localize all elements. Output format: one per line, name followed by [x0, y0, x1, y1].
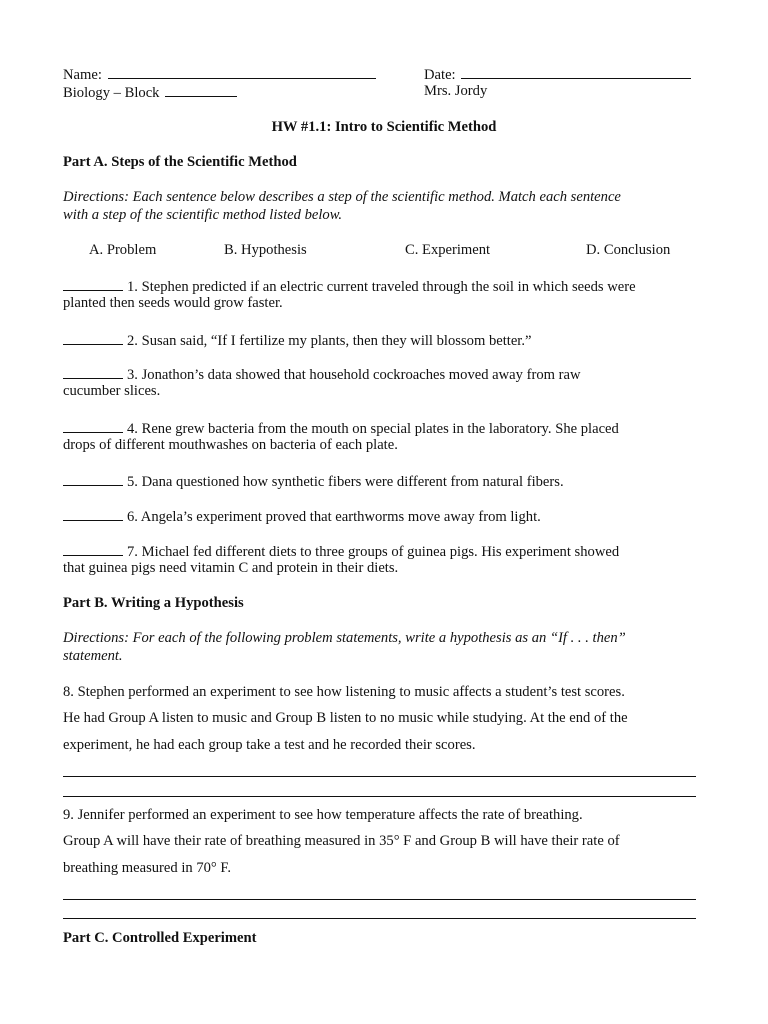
item-text-continued: planted then seeds would grow faster.: [63, 295, 283, 311]
answer-blank[interactable]: [63, 506, 123, 521]
list-item: [63, 364, 581, 384]
option-hypothesis: B. Hypothesis: [224, 242, 307, 258]
item-text-continued: that guinea pigs need vitamin C and protein in their diets.: [63, 560, 399, 576]
block-label: Biology – Block: [63, 85, 160, 101]
answer-blank[interactable]: [63, 418, 123, 433]
item-text-continued: drops of different mouthwashes on bacteria of each plate.: [63, 437, 398, 453]
question-8-line1: 8. Stephen performed an experiment to see how listening to music affects a student’s test scores.: [63, 684, 625, 700]
list-item: [63, 418, 619, 438]
option-experiment: C. Experiment: [405, 242, 491, 258]
answer-blank[interactable]: [63, 541, 123, 556]
option-conclusion: D. Conclusion: [586, 242, 671, 258]
part-b-heading: Part B. Writing a Hypothesis: [63, 595, 244, 611]
list-item: [63, 541, 619, 561]
item-text: 5. Dana questioned how synthetic fibers were different from natural fibers.: [127, 474, 564, 490]
list-item: [63, 330, 532, 350]
block-field[interactable]: [63, 82, 237, 102]
answer-blank[interactable]: [63, 330, 123, 345]
part-a-directions-line2: with a step of the scientific method listed below.: [63, 207, 342, 223]
list-item: [63, 276, 636, 296]
item-text: 3. Jonathon’s data showed that household cockroaches moved away from raw: [127, 367, 581, 383]
item-text: 7. Michael fed different diets to three groups of guinea pigs. His experiment showed: [127, 544, 620, 560]
date-blank[interactable]: [461, 64, 691, 79]
part-a-directions-line1: Directions: Each sentence below describes a step of the scientific method. Match each sentence: [63, 189, 621, 205]
part-c-heading: Part C. Controlled Experiment: [63, 930, 257, 946]
teacher-name: Mrs. Jordy: [424, 83, 488, 99]
answer-line-9b[interactable]: [63, 918, 696, 919]
answer-line-9a[interactable]: [63, 899, 696, 900]
date-field[interactable]: [424, 64, 691, 84]
question-8-line2: He had Group A listen to music and Group B listen to no music while studying. At the end of the: [63, 710, 628, 726]
list-item: [63, 506, 541, 526]
answer-line-8a[interactable]: [63, 776, 696, 777]
item-text-continued: cucumber slices.: [63, 383, 161, 399]
page-title: HW #1.1: Intro to Scientific Method: [271, 119, 497, 135]
answer-blank[interactable]: [63, 364, 123, 379]
date-label: Date:: [424, 67, 456, 83]
option-problem: A. Problem: [89, 242, 157, 258]
question-8-line3: experiment, he had each group take a test and he recorded their scores.: [63, 737, 476, 753]
answer-line-8b[interactable]: [63, 796, 696, 797]
part-a-heading: Part A. Steps of the Scientific Method: [63, 154, 297, 170]
list-item: [63, 471, 564, 491]
part-b-directions-line2: statement.: [63, 648, 123, 664]
item-text: 1. Stephen predicted if an electric current traveled through the soil in which seeds were: [127, 279, 636, 295]
question-9-line3: breathing measured in 70° F.: [63, 860, 231, 876]
name-blank[interactable]: [108, 64, 376, 79]
item-text: 6. Angela’s experiment proved that earthworms move away from light.: [127, 509, 541, 525]
block-blank[interactable]: [165, 82, 237, 97]
item-text: 2. Susan said, “If I fertilize my plants, then they will blossom better.”: [127, 333, 532, 349]
name-field[interactable]: [63, 64, 376, 84]
answer-blank[interactable]: [63, 276, 123, 291]
question-9-line1: 9. Jennifer performed an experiment to see how temperature affects the rate of breathing.: [63, 807, 583, 823]
name-label: Name:: [63, 67, 102, 83]
item-text: 4. Rene grew bacteria from the mouth on special plates in the laboratory. She placed: [127, 421, 619, 437]
part-b-directions-line1: Directions: For each of the following problem statements, write a hypothesis as an “If . . . then”: [63, 630, 626, 646]
question-9-line2: Group A will have their rate of breathing measured in 35° F and Group B will have their rate of: [63, 833, 620, 849]
answer-blank[interactable]: [63, 471, 123, 486]
